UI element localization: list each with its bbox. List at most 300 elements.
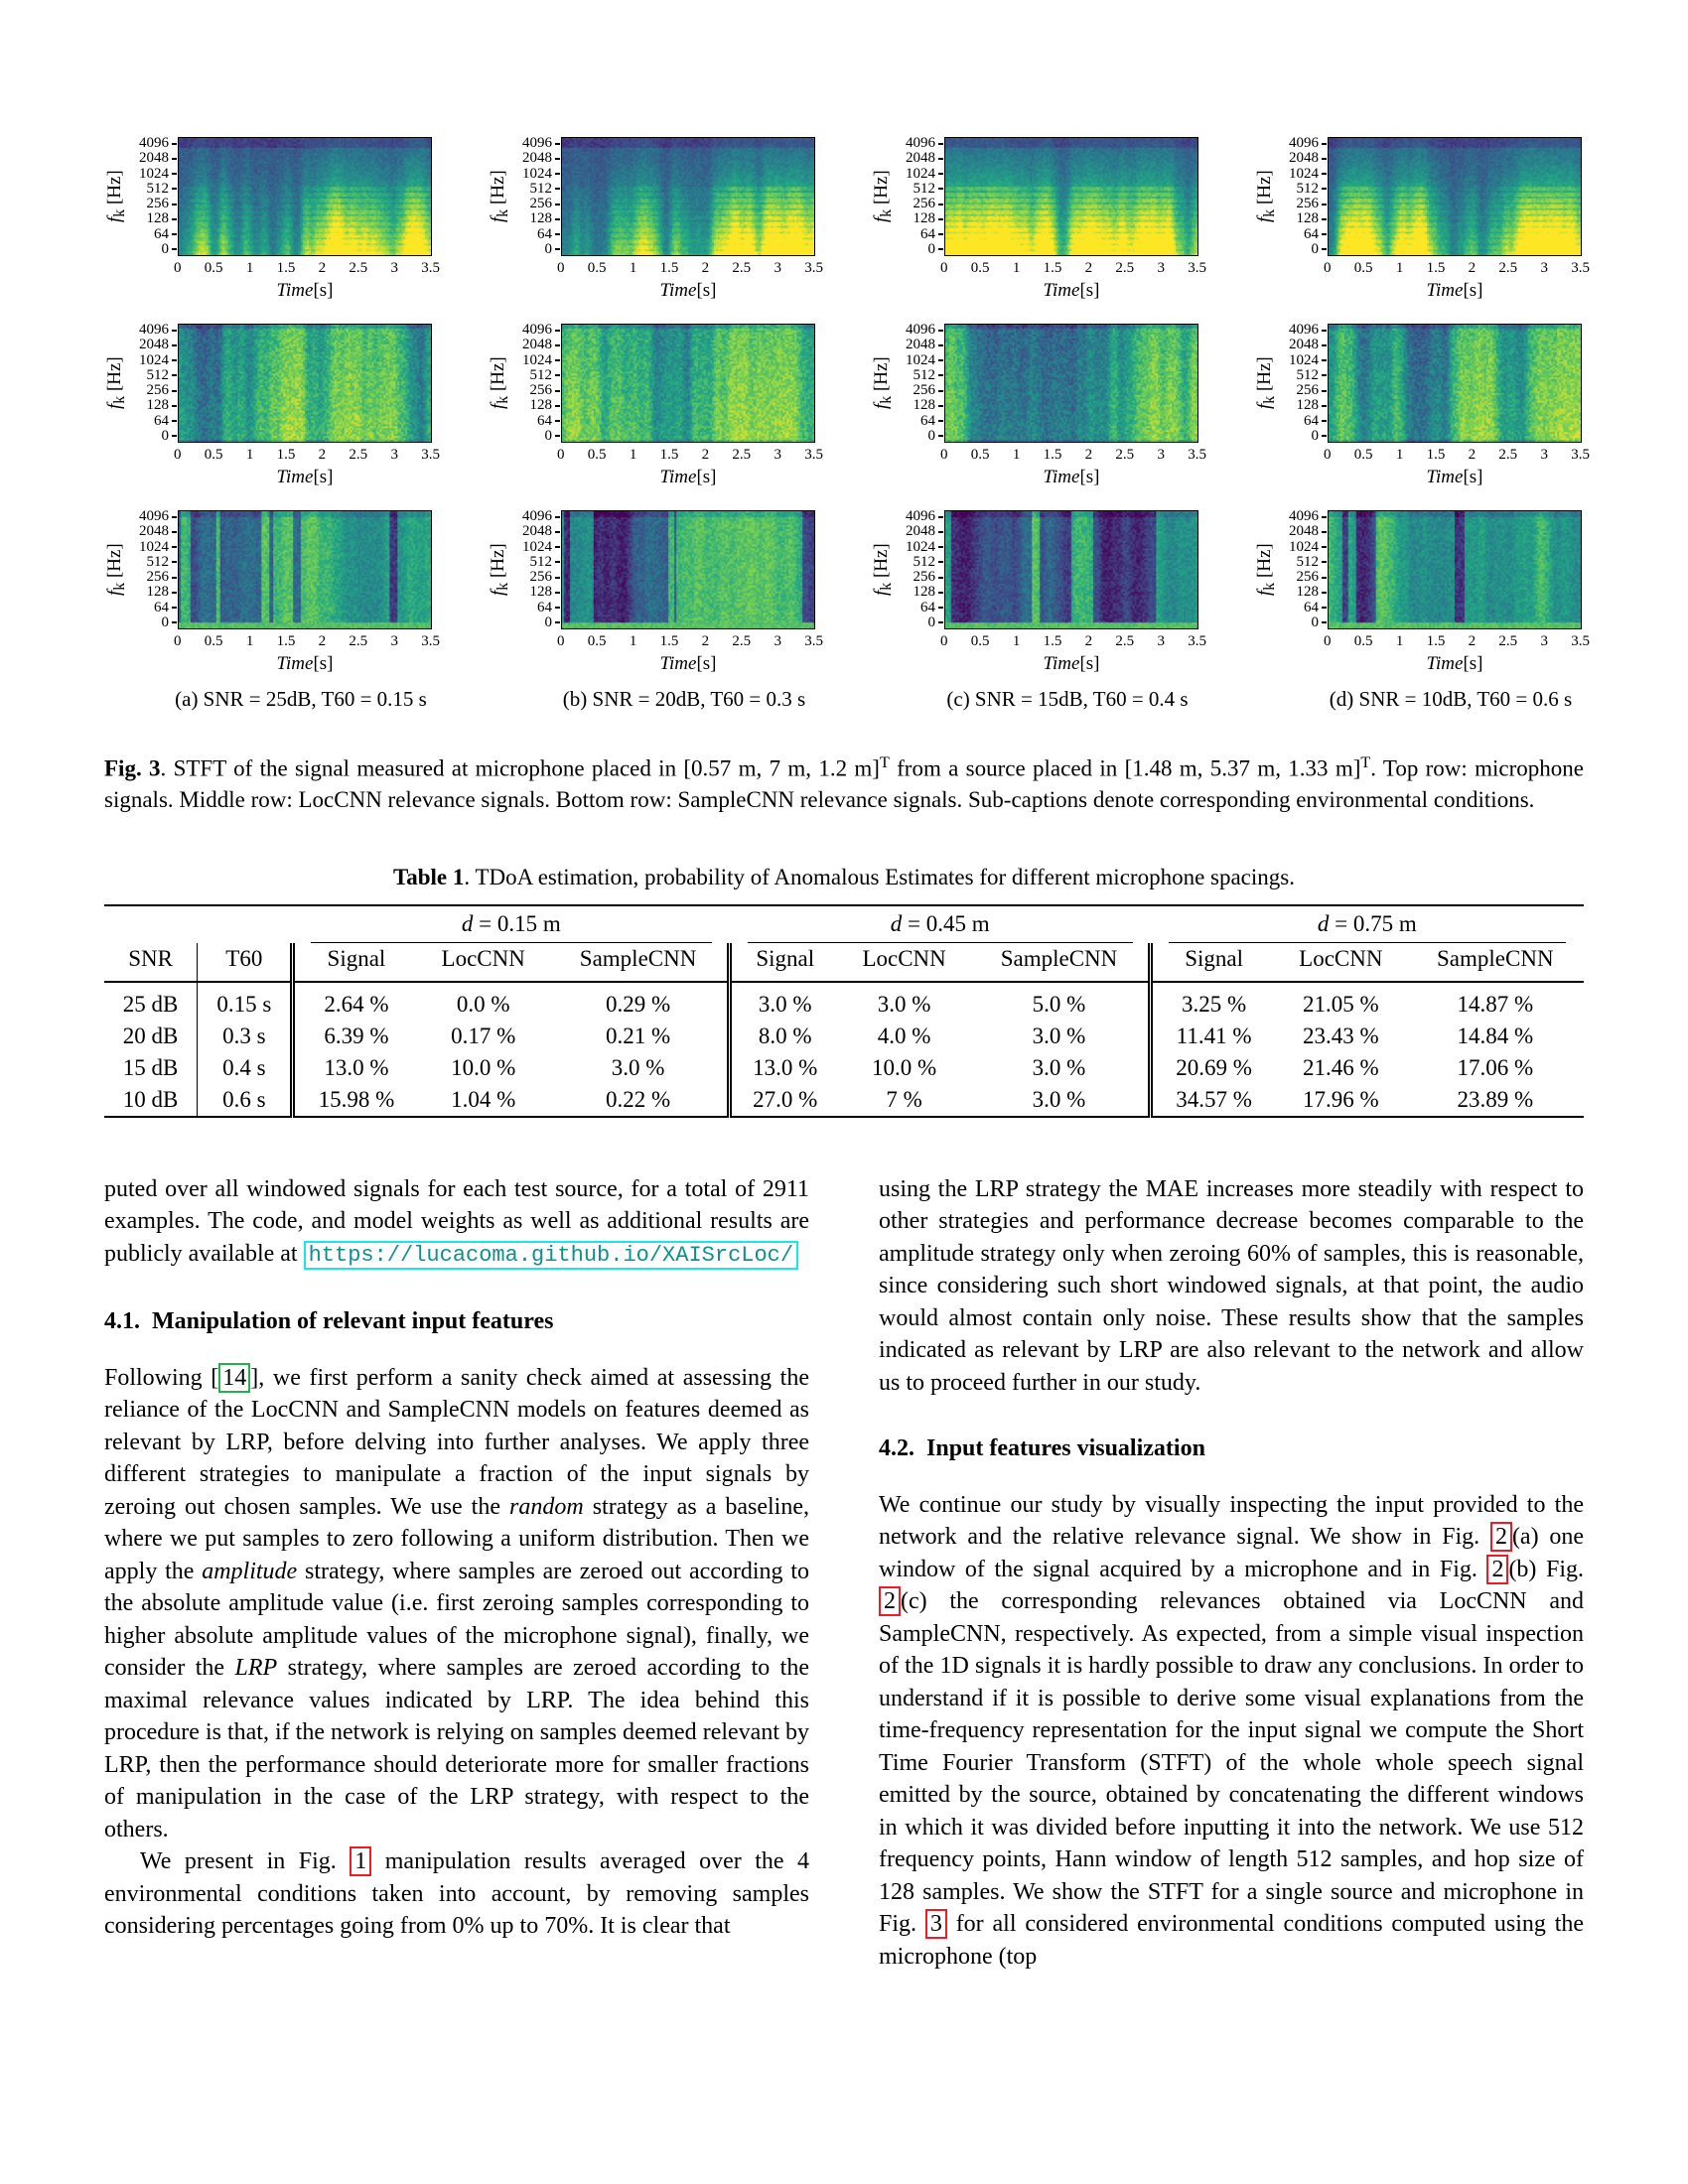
table-cell: 0.21 % [606,1023,671,1048]
figure3-caption-text: . Top row: microphone signals. Middle row: LocCNN relevance signals. Bottom row: SampleCNN relevance signals. Sub-captions denote corresponding environmental conditions. [104,755,1584,812]
y-tick-label: 256 [1297,571,1328,584]
y-tick-label: 0 [162,243,178,256]
y-tick-label: 1024 [139,354,177,367]
x-axis-label: Time[s] [1426,653,1483,674]
y-tick-label: 128 [1297,212,1328,225]
column-header-loccnn: LocCNN [417,943,549,982]
y-tick-label: 0 [162,616,178,629]
y-tick-label: 0 [1312,430,1328,443]
y-tick-label: 64 [920,228,943,241]
y-tick-label: 64 [1304,415,1327,428]
spectrogram-canvas-loccnn [944,324,1198,443]
y-tick-label: 0 [162,430,178,443]
y-axis-label: $f_k$ [Hz] [104,543,128,597]
x-tick-label: 1.5 [1043,447,1062,463]
y-axis-label: $f_k$ [Hz] [488,543,511,597]
y-axis-label: $f_k$ [Hz] [871,356,895,410]
y-tick-label: 128 [1297,399,1328,412]
y-tick-label: 64 [1304,602,1327,614]
x-tick-label: 3 [390,260,398,276]
text-segment: (b) Fig. [1508,1556,1585,1582]
x-tick-label: 1.5 [1043,260,1062,276]
column-header-samplecnn: SampleCNN [549,943,730,982]
spectrogram-canvas-samplecnn [1328,510,1582,629]
y-tick-label: 2048 [522,525,560,538]
x-tick-label: 2.5 [1115,633,1135,649]
y-tick-label: 1024 [522,168,560,181]
x-axis-label: Time[s] [1043,653,1100,674]
x-tick-label: 0.5 [1353,447,1373,463]
y-tick-label: 512 [147,369,178,382]
y-tick-label: 128 [147,586,178,599]
x-tick-label: 2 [701,447,710,463]
y-axis-ticks [1278,137,1328,256]
y-tick-label: 0 [545,430,561,443]
y-tick-label: 64 [154,415,177,428]
y-tick-label: 256 [914,384,944,397]
x-tick-label: 2.5 [1498,447,1518,463]
table-cell: 0.17 % [451,1023,516,1048]
y-tick-label: 2048 [1289,152,1327,165]
y-tick-label: 1024 [522,541,560,554]
x-tick-label: 3.5 [804,633,823,649]
y-tick-label: 0 [928,430,944,443]
y-tick-label: 256 [530,571,561,584]
x-axis-label: Time[s] [659,280,717,301]
y-axis-label: $f_k$ [Hz] [1254,170,1278,223]
x-tick-label: 0 [940,260,948,276]
figure3-subcaptions [104,687,1584,712]
paragraph [104,1845,809,1943]
citation-14-link[interactable]: 14 [218,1363,250,1393]
spectrogram-panel-samplecnn-col2 [488,508,823,681]
y-axis-label: $f_k$ [Hz] [488,170,511,223]
x-tick-label: 0.5 [587,447,607,463]
superscript-T: T [879,754,890,771]
x-tick-label: 0.5 [204,260,223,276]
table-cell: 0.6 s [198,1084,293,1117]
y-tick-label: 2048 [522,339,560,351]
x-tick-label: 1.5 [276,447,296,463]
x-tick-label: 2.5 [349,633,368,649]
y-tick-label: 512 [1297,183,1328,196]
group-header-d075 [1151,905,1584,943]
table-cell: 20.69 % [1151,1052,1275,1084]
x-tick-label: 1.5 [659,447,679,463]
table1-caption-text: . TDoA estimation, probability of Anomalous Estimates for different microphone spacings. [464,864,1295,889]
y-tick-label: 0 [545,616,561,629]
x-tick-label: 3.5 [1188,260,1206,276]
x-tick-label: 2.5 [1498,633,1518,649]
text-segment: strategy, where samples are zeroed according to the maximal relevance values indicated by LRP. The idea behind this procedure is that, if the network is relying on samples deemed relevant by LRP, then the performance should deteriorate more for smaller fractions of manipulation in the case of the LRP strategy, with respect to the others. [104,1655,810,1843]
x-tick-label: 0 [1324,633,1332,649]
text-segment: manipulation results averaged over the 4 environmental conditions taken into account, by removing samples considering percentages going from 0% up to 70%. It is clear that [104,1848,810,1940]
y-tick-label: 512 [914,556,944,569]
x-tick-label: 3 [1157,633,1165,649]
x-tick-label: 0.5 [204,447,223,463]
x-tick-label: 2.5 [732,447,752,463]
table-cell: 0.4 s [198,1052,293,1084]
x-tick-label: 2 [1084,447,1093,463]
x-tick-label: 0 [557,633,565,649]
x-axis-label: Time[s] [1426,467,1483,487]
figure-3-link[interactable]: 3 [925,1909,947,1939]
table-cell: 25 dB [122,991,179,1017]
y-tick-label: 512 [530,183,561,196]
y-tick-label: 256 [914,198,944,210]
x-tick-label: 3.5 [1571,260,1590,276]
y-tick-label: 256 [1297,384,1328,397]
x-axis-ticks [1324,443,1590,467]
x-axis-label: Time[s] [1426,280,1483,301]
x-tick-label: 1 [1012,633,1021,649]
x-tick-label: 1 [629,447,637,463]
x-tick-label: 3 [774,260,781,276]
y-axis-ticks [511,324,561,443]
table-cell: 14.84 % [1457,1023,1534,1048]
y-tick-label: 64 [154,228,177,241]
x-tick-label: 0.5 [970,260,990,276]
spectrogram-canvas-microphone [944,137,1198,256]
spectrogram-canvas-microphone [178,137,432,256]
x-axis-ticks [557,443,823,467]
spectrogram-panel-loccnn-col2 [488,322,823,494]
x-axis-label: Time[s] [1043,467,1100,487]
emphasis-amplitude: amplitude [202,1558,298,1584]
y-tick-label: 64 [537,602,560,614]
table-row [104,1084,1584,1117]
y-tick-label: 256 [147,384,178,397]
table-cell: 15 dB [122,1054,179,1080]
spectrogram-panel-samplecnn-col3 [871,508,1206,681]
subcaption-a: (a) SNR = 25dB, T60 = 0.15 s [175,687,427,711]
x-axis-label: Time[s] [1043,280,1100,301]
x-axis-ticks [940,443,1206,467]
table-cell: 23.89 % [1457,1086,1534,1112]
spectrogram-canvas-samplecnn [561,510,815,629]
figure-2-link[interactable]: 2 [1486,1555,1508,1584]
x-axis-ticks [1324,629,1590,653]
x-tick-label: 3.5 [804,260,823,276]
x-tick-label: 0 [174,447,182,463]
figure3-caption [104,748,1584,815]
table-cell: 3.0 % [877,991,931,1017]
y-tick-label: 512 [530,556,561,569]
column-header-signal: Signal [730,943,839,982]
x-tick-label: 1.5 [1043,633,1062,649]
x-tick-label: 3 [390,633,398,649]
y-tick-label: 4096 [906,324,943,337]
table-cell: 7 % [886,1086,922,1112]
table1-caption-label: Table 1 [393,864,465,889]
x-tick-label: 1 [1012,260,1021,276]
text-segment: strategy as a baseline, where we put samples to zero following a uniform distribution. Then we apply the [104,1493,810,1584]
x-tick-label: 1 [629,633,637,649]
x-axis-ticks [174,443,440,467]
text-segment: (c) the corresponding relevances obtained via LocCNN and SampleCNN, respectively. As expected, from a simple visual inspection of the 1D signals it is hardly possible to draw any conclusions. In order to understand if it is possible to derive some visual explanations from the time-frequency representation for the input signal we compute the Short Time Fourier Transform (STFT) of the whole whole speech signal emitted by the source, obtained by concatenating the different windows in which it was divided before inputting it into the network. We use 512 frequency points, Hann window of length 512 samples, and hop size of 128 samples. We show the STFT for a single source and microphone in Fig. [879,1588,1584,1938]
group-header-d045 [730,905,1151,943]
y-tick-label: 64 [154,602,177,614]
y-tick-label: 2048 [522,152,560,165]
table-cell: 0.0 % [456,991,510,1017]
table-cell: 20 dB [122,1023,179,1048]
table-cell: 13.0 % [293,1052,417,1084]
paragraph [104,1173,809,1273]
table-cell: 10.0 % [872,1054,937,1080]
table-cell: 17.96 % [1303,1086,1379,1112]
y-tick-label: 512 [530,369,561,382]
y-tick-label: 512 [1297,369,1328,382]
x-tick-label: 1.5 [1426,633,1446,649]
y-tick-label: 2048 [906,525,943,538]
x-tick-label: 2 [1084,260,1093,276]
y-tick-label: 128 [147,399,178,412]
y-tick-label: 4096 [139,324,177,337]
x-axis-ticks [940,256,1206,280]
x-tick-label: 0 [557,447,565,463]
spectrogram-canvas-loccnn [178,324,432,443]
x-tick-label: 2 [1468,447,1477,463]
column-header-snr: SNR [104,943,198,982]
y-tick-label: 1024 [139,541,177,554]
table-cell: 13.0 % [730,1052,839,1084]
y-tick-label: 256 [914,571,944,584]
x-axis-ticks [557,256,823,280]
y-tick-label: 128 [530,586,561,599]
y-tick-label: 512 [914,369,944,382]
x-tick-label: 2 [318,447,327,463]
figure3-caption-label: Fig. 3 [104,755,161,781]
x-tick-label: 3 [1540,633,1548,649]
x-tick-label: 3.5 [421,260,440,276]
y-tick-label: 128 [914,212,944,225]
table-cell: 11.41 % [1151,1021,1275,1052]
x-tick-label: 2.5 [732,633,752,649]
x-tick-label: 1 [245,447,254,463]
table-cell: 21.05 % [1303,991,1379,1017]
group-header-label: d = 0.75 m [1169,910,1566,943]
text-segment: puted over all windowed signals for each test source, for a total of 2911 examples. The code, and model weights as well as additional results are publicly available at [104,1175,809,1267]
figure3-caption-text: . STFT of the signal measured at microphone placed in [0.57 m, 7 m, 1.2 m] [160,755,880,781]
text-segment: (a) one window of the signal acquired by a microphone and in Fig. [879,1524,1585,1582]
y-tick-label: 4096 [1289,137,1327,150]
y-tick-label: 4096 [522,324,560,337]
emphasis-random: random [509,1493,584,1520]
table-cell: 3.0 % [1032,1054,1086,1080]
y-tick-label: 4096 [522,510,560,523]
y-tick-label: 0 [545,243,561,256]
x-tick-label: 1 [1012,447,1021,463]
y-tick-label: 4096 [139,510,177,523]
table-cell: 8.0 % [730,1021,839,1052]
y-tick-label: 256 [530,384,561,397]
x-tick-label: 3.5 [1188,447,1206,463]
x-tick-label: 0.5 [970,633,990,649]
x-tick-label: 2 [318,260,327,276]
x-axis-label: Time[s] [276,467,334,487]
text-segment: Following [ [104,1364,219,1391]
y-tick-label: 1024 [906,354,943,367]
y-tick-label: 0 [1312,616,1328,629]
spectrogram-panel-loccnn-col1 [104,322,440,494]
table-cell: 4.0 % [877,1023,931,1048]
figure-2-link[interactable]: 2 [1490,1522,1512,1552]
figure3-grid [104,135,1590,681]
y-axis-label: $f_k$ [Hz] [1254,356,1278,410]
y-tick-label: 2048 [906,152,943,165]
y-tick-label: 4096 [1289,510,1327,523]
y-tick-label: 128 [530,399,561,412]
section-heading-4-2: 4.2. Input features visualization [879,1435,1205,1462]
table-body [104,982,1584,1117]
page-content [104,135,1590,1973]
group-header-label: d = 0.45 m [748,910,1133,943]
x-tick-label: 3.5 [804,447,823,463]
text-segment: ], we first perform a sanity check aimed at assessing the reliance of the LocCNN and SampleCNN models on features deemed as relevant by LRP, before delving into further analyses. We apply three different strategies to manipulate a fraction of the input signals by zeroing out chosen samples. We use the [104,1364,809,1520]
x-tick-label: 1 [1395,633,1404,649]
y-tick-label: 64 [537,415,560,428]
y-tick-label: 128 [1297,586,1328,599]
x-tick-label: 2.5 [349,260,368,276]
table-cell: 15.98 % [293,1084,417,1117]
y-tick-label: 64 [537,228,560,241]
x-tick-label: 2 [701,633,710,649]
column-header-loccnn: LocCNN [838,943,970,982]
table-cell: 3.0 % [1032,1023,1086,1048]
spectrogram-canvas-loccnn [561,324,815,443]
x-tick-label: 3.5 [1188,633,1206,649]
y-tick-label: 64 [1304,228,1327,241]
column-header-loccnn: LocCNN [1275,943,1407,982]
table-row [104,1021,1584,1052]
y-tick-label: 0 [928,616,944,629]
paragraph [104,1362,809,1846]
superscript-T: T [1360,754,1371,771]
x-tick-label: 3 [1157,447,1165,463]
y-axis-label: $f_k$ [Hz] [104,170,128,223]
table-column-header-row [104,943,1584,982]
spectrogram-canvas-loccnn [1328,324,1582,443]
x-axis-ticks [174,629,440,653]
group-header-d015 [293,905,730,943]
x-tick-label: 0.5 [587,260,607,276]
y-tick-label: 2048 [1289,339,1327,351]
y-tick-label: 256 [530,198,561,210]
y-tick-label: 1024 [522,354,560,367]
y-axis-ticks [1278,510,1328,629]
subcaption-b: (b) SNR = 20dB, T60 = 0.3 s [562,687,806,711]
x-tick-label: 3 [390,447,398,463]
spectrogram-canvas-microphone [1328,137,1582,256]
y-tick-label: 512 [1297,556,1328,569]
x-tick-label: 1.5 [659,260,679,276]
x-tick-label: 0.5 [204,633,223,649]
y-tick-label: 0 [928,243,944,256]
table1-caption [104,865,1584,890]
y-tick-label: 2048 [139,525,177,538]
y-tick-label: 1024 [1289,541,1327,554]
x-tick-label: 2 [1468,633,1477,649]
x-axis-ticks [1324,256,1590,280]
x-tick-label: 1 [245,633,254,649]
spectrogram-panel-microphone-col2 [488,135,823,308]
x-tick-label: 2 [701,260,710,276]
x-tick-label: 1.5 [276,633,296,649]
y-tick-label: 1024 [1289,168,1327,181]
y-tick-label: 2048 [1289,525,1327,538]
x-axis-ticks [557,629,823,653]
table-cell: 17.06 % [1457,1054,1534,1080]
column-header-signal: Signal [1151,943,1275,982]
table-cell: 0.29 % [606,991,671,1017]
spectrogram-canvas-samplecnn [944,510,1198,629]
x-tick-label: 0.5 [587,633,607,649]
y-tick-label: 512 [914,183,944,196]
column-header-samplecnn: SampleCNN [970,943,1151,982]
subcaption-c: (c) SNR = 15dB, T60 = 0.4 s [946,687,1189,711]
y-tick-label: 2048 [139,339,177,351]
y-tick-label: 4096 [1289,324,1327,337]
body-column-right [879,1173,1584,1974]
figure-2-link[interactable]: 2 [879,1586,901,1616]
text-segment: for all considered environmental conditions computed using the microphone (top [879,1911,1585,1970]
y-axis-label: $f_k$ [Hz] [104,356,128,410]
column-header-t60: T60 [198,943,293,982]
y-axis-label: $f_k$ [Hz] [488,356,511,410]
x-tick-label: 0 [940,633,948,649]
table-cell: 0.15 s [198,982,293,1021]
emphasis-lrp: LRP [234,1655,278,1682]
body-columns [104,1173,1584,1974]
x-tick-label: 0 [940,447,948,463]
y-tick-label: 64 [920,415,943,428]
x-tick-label: 2.5 [1115,447,1135,463]
figure-1-link[interactable]: 1 [350,1846,371,1876]
y-tick-label: 2048 [906,339,943,351]
x-tick-label: 2.5 [349,447,368,463]
x-tick-label: 0 [174,633,182,649]
spectrogram-canvas-samplecnn [178,510,432,629]
y-axis-label: $f_k$ [Hz] [871,170,895,223]
y-tick-label: 256 [147,198,178,210]
table-corner [104,905,293,943]
subcaption-d: (d) SNR = 10dB, T60 = 0.6 s [1329,687,1573,711]
table-cell: 3.0 % [611,1054,665,1080]
x-tick-label: 1.5 [1426,260,1446,276]
y-tick-label: 256 [1297,198,1328,210]
column-header-samplecnn: SampleCNN [1407,943,1584,982]
x-tick-label: 3 [774,447,781,463]
spectrogram-panel-samplecnn-col1 [104,508,440,681]
x-tick-label: 1 [245,260,254,276]
y-axis-label: $f_k$ [Hz] [1254,543,1278,597]
y-axis-ticks [1278,324,1328,443]
x-tick-label: 3 [774,633,781,649]
y-tick-label: 2048 [139,152,177,165]
y-axis-ticks [895,510,944,629]
y-tick-label: 256 [147,571,178,584]
x-tick-label: 3.5 [421,633,440,649]
x-tick-label: 0.5 [1353,260,1373,276]
y-tick-label: 4096 [522,137,560,150]
y-tick-label: 1024 [906,168,943,181]
x-tick-label: 1 [1395,260,1404,276]
table-row [104,1052,1584,1084]
y-tick-label: 1024 [139,168,177,181]
project-url-link[interactable]: https://lucacoma.github.io/XAISrcLoc/ [304,1241,798,1270]
figure3-caption-text: from a source placed in [1.48 m, 5.37 m, 1.33 m] [889,755,1361,781]
paragraph: using the LRP strategy the MAE increases more steadily with respect to other strategies and performance decrease becomes comparable to the amplitude strategy only when zeroing 60% of samples, this is reasonable, since considering such short windowed signals, at that point, the audio would almost contain only noise. These results show that the samples indicated as relevant by LRP are also relevant to the network and allow us to proceed further in our study. [879,1175,1584,1396]
